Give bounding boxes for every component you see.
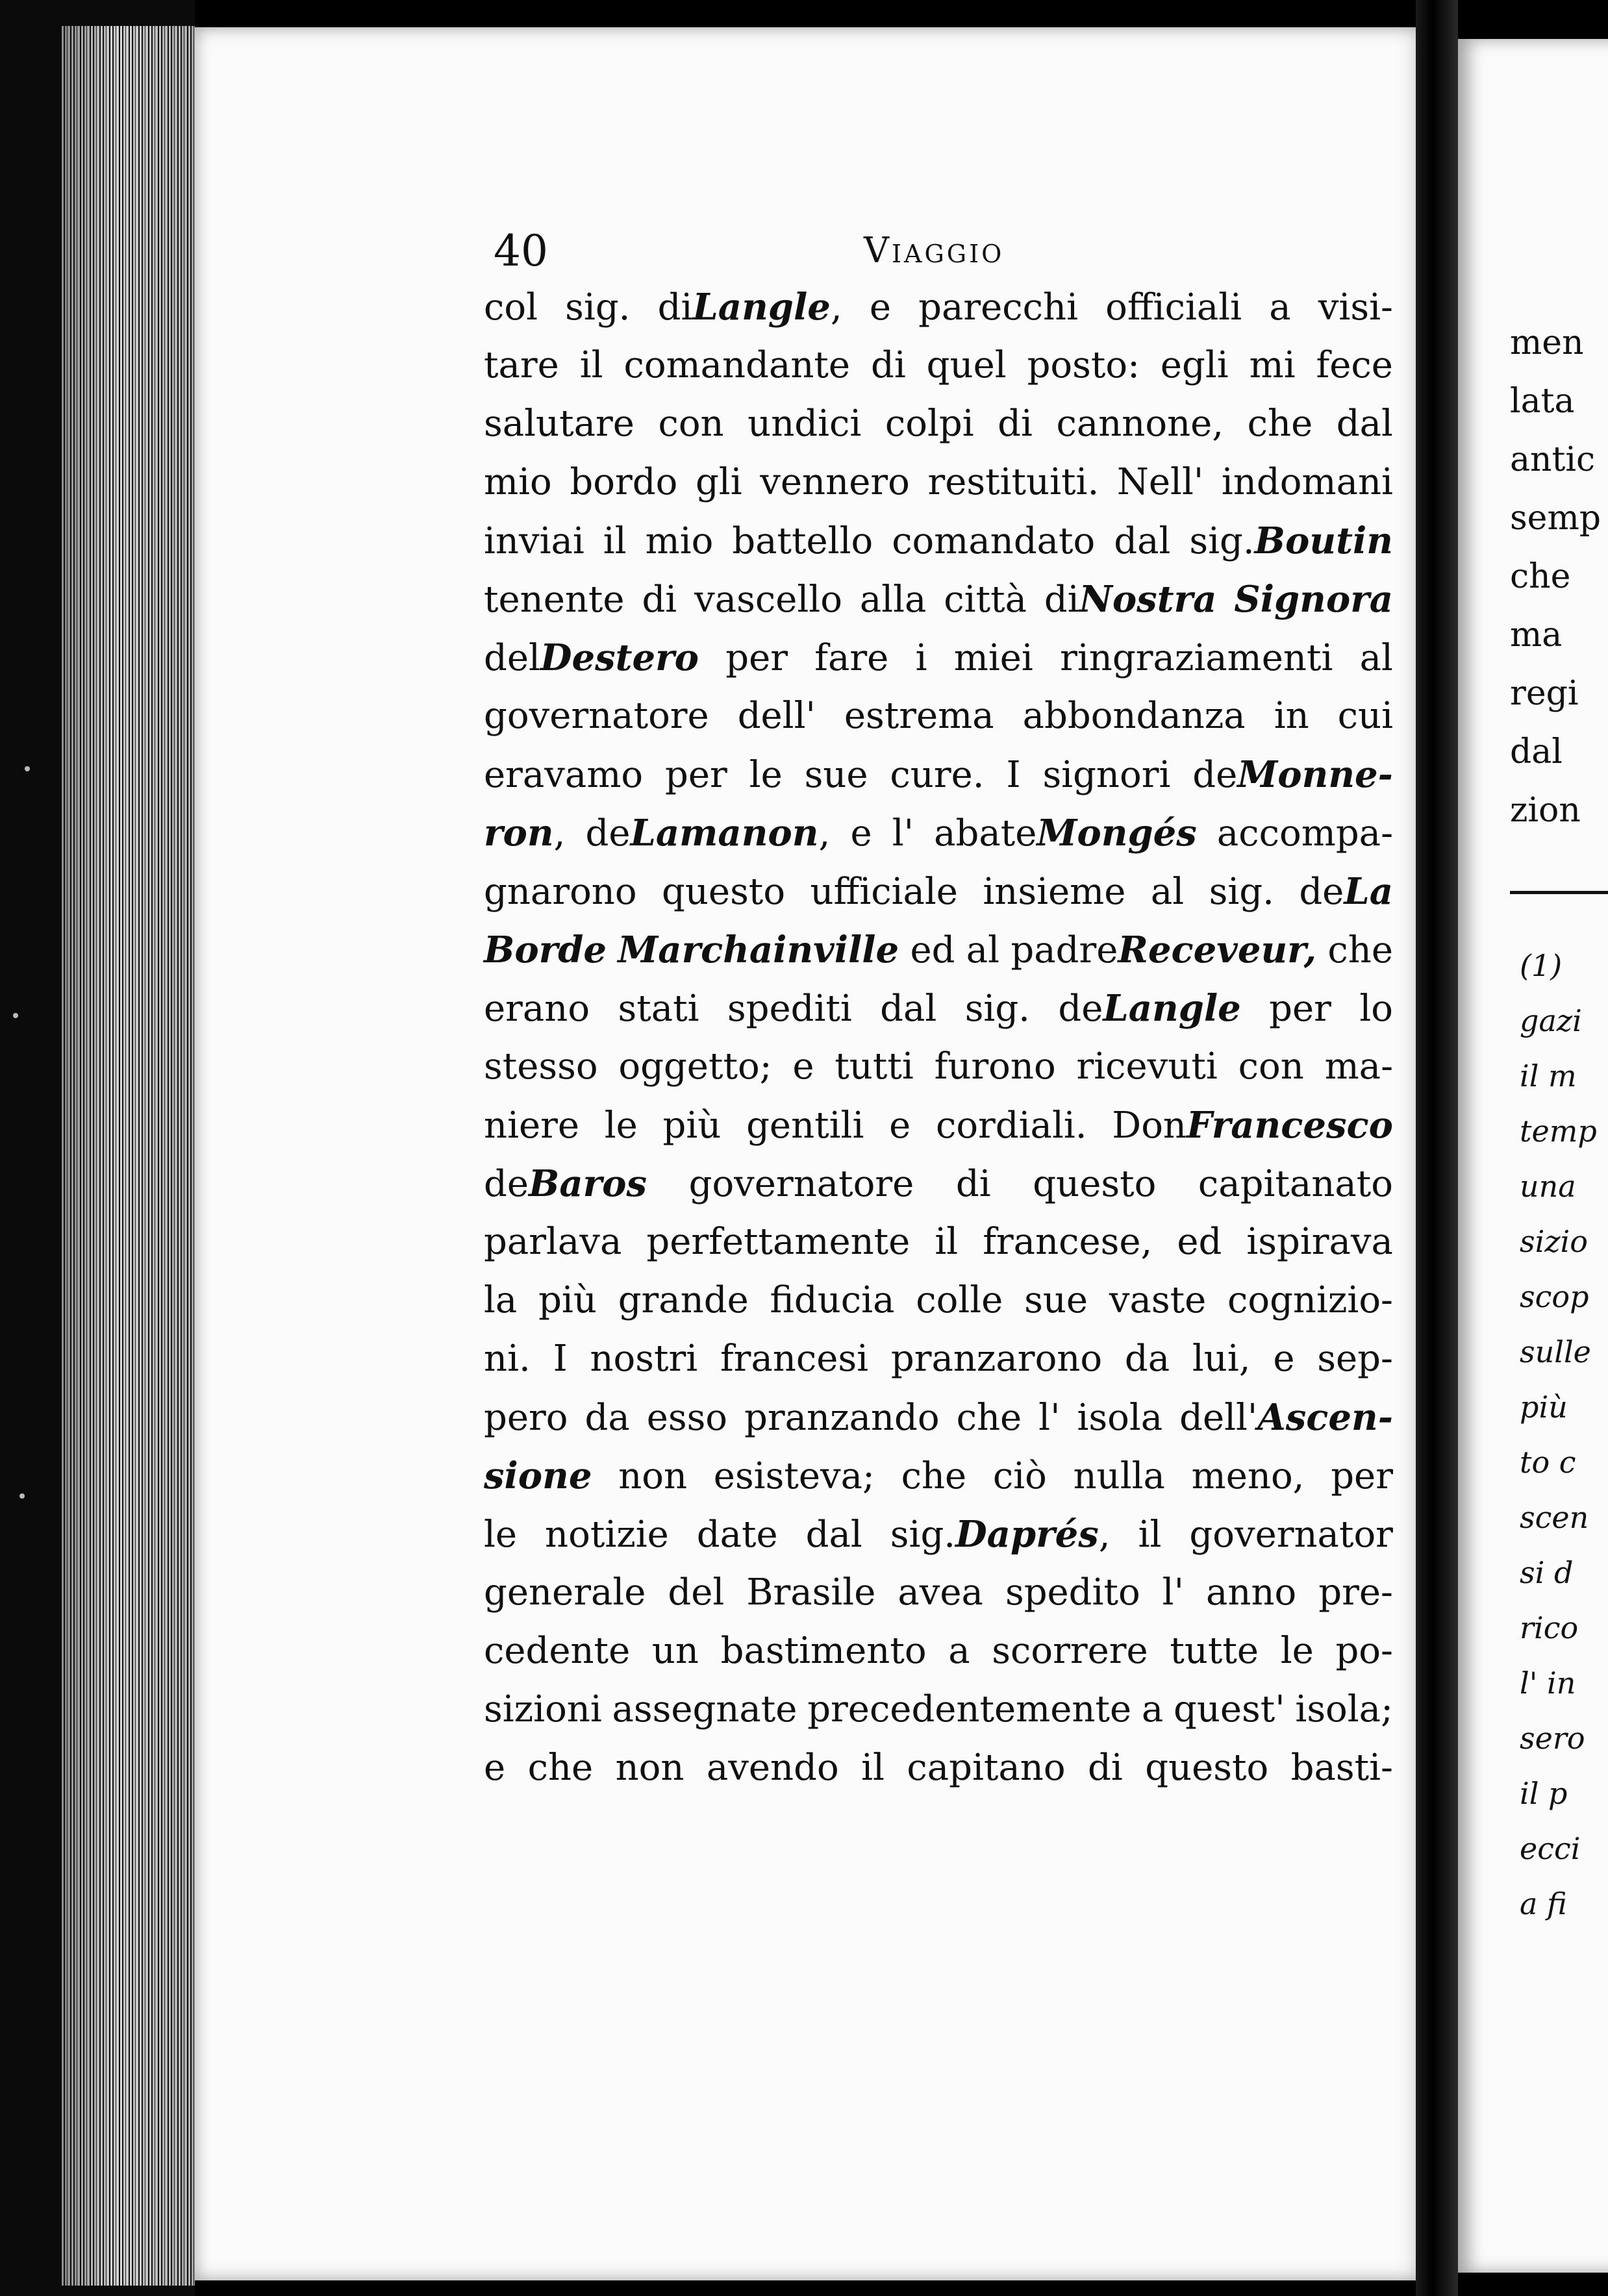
- word: che: [527, 1747, 594, 1789]
- footnote-rule: [1510, 891, 1608, 894]
- word: colpi: [885, 403, 974, 445]
- word: visi-: [1318, 286, 1393, 329]
- text-line: [484, 1513, 1393, 1571]
- word: inviai: [484, 520, 584, 562]
- word: mio: [484, 461, 552, 503]
- text-line: [484, 578, 1393, 636]
- facing-line: ma: [1510, 616, 1563, 655]
- margin-speck: [19, 1493, 25, 1499]
- word: non: [618, 1455, 688, 1497]
- running-title: Viaggio: [864, 230, 1005, 271]
- word: I: [1006, 754, 1021, 796]
- word: e: [792, 1045, 814, 1088]
- facing-line: regi: [1510, 674, 1579, 713]
- text-line: [484, 1688, 1393, 1747]
- word: dal: [880, 988, 937, 1030]
- word: sep-: [1317, 1338, 1393, 1380]
- word: fiducia: [770, 1279, 895, 1321]
- word: a: [948, 1630, 970, 1672]
- word: sue: [804, 754, 868, 796]
- word: vaste: [1109, 1279, 1207, 1321]
- text-line: [484, 519, 1393, 578]
- word: ricevuti: [1076, 1045, 1218, 1088]
- word: il: [861, 1747, 885, 1789]
- text-line: [484, 1747, 1393, 1805]
- word: battello: [732, 520, 873, 562]
- word: l': [892, 812, 914, 855]
- word: Marchainville: [618, 929, 899, 971]
- word: bastimento: [720, 1630, 927, 1672]
- word: questo: [1033, 1163, 1157, 1205]
- word: DonFrancesco: [1112, 1104, 1393, 1147]
- word: esso: [646, 1397, 728, 1439]
- word: nulla: [1073, 1455, 1165, 1497]
- word: fece: [1316, 344, 1393, 386]
- word: che: [1327, 929, 1393, 971]
- word: che: [956, 1397, 1022, 1439]
- word: a: [1269, 286, 1291, 329]
- word: l': [1162, 1571, 1184, 1614]
- word: con: [1238, 1045, 1304, 1088]
- word: città: [944, 579, 1027, 621]
- text-line: [484, 1221, 1393, 1279]
- word: il: [579, 344, 603, 386]
- facing-footnote-line: scop: [1520, 1279, 1589, 1314]
- word: per: [1331, 1455, 1393, 1497]
- facing-footnote-line: una: [1520, 1169, 1576, 1204]
- word: fare: [814, 637, 889, 679]
- word: mi: [1249, 344, 1296, 386]
- word: il: [603, 520, 627, 562]
- word: sione: [484, 1454, 592, 1497]
- word: quel: [926, 344, 1007, 386]
- facing-footnote-line: il m: [1520, 1058, 1577, 1093]
- text-line: [484, 1454, 1393, 1513]
- word: il: [935, 1221, 959, 1263]
- text-line: [484, 1396, 1393, 1454]
- word: di: [870, 344, 906, 386]
- word: sig.: [964, 988, 1030, 1030]
- text-line: [484, 1630, 1393, 1688]
- text-line: [484, 753, 1393, 812]
- word: dell'Ascen-: [1179, 1396, 1393, 1439]
- facing-footnote-line: (1): [1520, 948, 1563, 983]
- word: cui: [1337, 695, 1393, 737]
- word: officiali: [1105, 286, 1242, 329]
- facing-footnote-line: temp: [1520, 1114, 1597, 1149]
- text-line: [484, 987, 1393, 1045]
- word: eravamo: [484, 754, 644, 796]
- word: da: [1124, 1338, 1170, 1380]
- word: dal: [1336, 403, 1393, 445]
- word: posto:: [1027, 344, 1140, 386]
- running-head: [494, 226, 1403, 291]
- word: vennero: [760, 461, 910, 503]
- word: di: [955, 1163, 991, 1205]
- word: diNostra: [1044, 578, 1217, 621]
- word: ciò: [992, 1455, 1047, 1497]
- word: perfettamente: [646, 1221, 911, 1263]
- word: pranzarono: [890, 1338, 1103, 1380]
- word: lui,: [1192, 1338, 1251, 1380]
- word: dal: [805, 1514, 862, 1556]
- word: estrema: [844, 695, 994, 737]
- word: sizioni: [484, 1688, 602, 1730]
- word: Signora: [1234, 578, 1393, 621]
- word: miei: [953, 637, 1033, 679]
- facing-page-footnotes: [1520, 948, 1597, 1941]
- word: francesi: [720, 1338, 869, 1380]
- text-line: [484, 1338, 1393, 1396]
- word: abbondanza: [1022, 695, 1246, 737]
- text-line: [484, 929, 1393, 987]
- margin-speck: [13, 1013, 18, 1018]
- word: questo: [662, 871, 786, 913]
- word: un: [651, 1630, 699, 1672]
- word: padreReceveur,: [1011, 929, 1317, 971]
- word: non: [615, 1747, 685, 1789]
- word: sig.Daprés,: [890, 1513, 1111, 1556]
- word: a: [1141, 1688, 1164, 1730]
- page-stack: [62, 26, 195, 2286]
- word: furono: [934, 1045, 1056, 1088]
- word: che: [901, 1455, 967, 1497]
- word: cedente: [484, 1630, 631, 1672]
- facing-footnote-line: ecci: [1520, 1831, 1581, 1866]
- word: al: [1359, 637, 1393, 679]
- word: le: [1280, 1630, 1314, 1672]
- word: per: [1269, 988, 1331, 1030]
- facing-footnote-line: gazi: [1520, 1003, 1582, 1038]
- word: tutti: [835, 1045, 914, 1088]
- word: capitano: [907, 1747, 1066, 1789]
- facing-line: men: [1510, 323, 1584, 362]
- word: ringraziamenti: [1060, 637, 1333, 679]
- facing-line: semp: [1510, 499, 1602, 538]
- word: isola;: [1295, 1688, 1393, 1730]
- word: assegnate: [612, 1688, 798, 1730]
- word: ron,: [484, 812, 566, 855]
- word: deLa: [1299, 870, 1393, 913]
- facing-footnote-line: più: [1520, 1390, 1568, 1425]
- word: lo: [1359, 988, 1393, 1030]
- word: esisteva;: [713, 1455, 875, 1497]
- facing-line: dal: [1510, 732, 1563, 771]
- text-line: [484, 344, 1393, 403]
- facing-footnote-line: scen: [1520, 1500, 1589, 1535]
- text-line: [484, 636, 1393, 695]
- word: per: [725, 637, 788, 679]
- page-number: 40: [494, 226, 548, 276]
- facing-footnote-line: sero: [1520, 1721, 1585, 1756]
- facing-footnote-line: to c: [1520, 1445, 1576, 1480]
- text-line: [484, 1045, 1393, 1104]
- word: erano: [484, 988, 590, 1030]
- word: gli: [695, 461, 742, 503]
- facing-line: che: [1510, 557, 1571, 596]
- word: l': [1038, 1397, 1061, 1439]
- word: spediti: [727, 988, 852, 1030]
- word: quest': [1173, 1688, 1285, 1730]
- word: francese,: [983, 1221, 1153, 1263]
- facing-footnote-line: sulle: [1520, 1334, 1591, 1369]
- facing-footnote-line: il p: [1520, 1776, 1568, 1811]
- word: e: [850, 812, 872, 855]
- text-line: [484, 1104, 1393, 1162]
- word: colle: [916, 1279, 1003, 1321]
- word: in: [1274, 695, 1309, 737]
- word: pre-: [1318, 1571, 1393, 1614]
- word: generale: [484, 1571, 646, 1614]
- word: e: [889, 1104, 911, 1147]
- word: tenente: [484, 579, 625, 621]
- word: ma-: [1324, 1045, 1393, 1088]
- facing-footnote-line: l' in: [1520, 1666, 1576, 1701]
- word: stesso: [484, 1045, 598, 1088]
- word: i: [915, 637, 927, 679]
- word: Brasile: [746, 1571, 876, 1614]
- word: I: [553, 1338, 568, 1380]
- word: sig.Boutin: [1189, 519, 1393, 562]
- word: pranzando: [744, 1397, 940, 1439]
- word: governatore: [688, 1163, 914, 1205]
- word: egli: [1160, 344, 1229, 386]
- text-line: [484, 286, 1393, 344]
- word: che: [1247, 403, 1313, 445]
- word: notizie: [545, 1514, 669, 1556]
- text-line: [484, 1162, 1393, 1221]
- word: pero: [484, 1397, 568, 1439]
- word: al: [966, 929, 1000, 971]
- word: ufficiale: [810, 871, 958, 913]
- word: ed: [1177, 1221, 1222, 1263]
- facing-footnote-line: si d: [1520, 1555, 1574, 1590]
- word: restituiti.: [927, 461, 1099, 503]
- word: comandato: [892, 520, 1096, 562]
- text-line: [484, 461, 1393, 519]
- word: governatore: [484, 695, 709, 737]
- word: da: [584, 1397, 630, 1439]
- word: comandante: [623, 344, 851, 386]
- word: Nell': [1116, 461, 1204, 503]
- word: po-: [1335, 1630, 1393, 1672]
- facing-line: antic: [1510, 440, 1596, 479]
- word: alla: [859, 579, 927, 621]
- facing-line: lata: [1510, 382, 1575, 421]
- word: meno,: [1191, 1455, 1305, 1497]
- word: oggetto;: [618, 1045, 772, 1088]
- word: diLangle,: [657, 286, 842, 329]
- word: di: [998, 403, 1033, 445]
- word: salutare: [484, 403, 634, 445]
- word: e: [484, 1747, 506, 1789]
- text-line: [484, 1571, 1393, 1630]
- word: parlava: [484, 1221, 622, 1263]
- facing-page-text: [1510, 323, 1601, 849]
- word: precedentemente: [807, 1688, 1132, 1730]
- word: le: [484, 1514, 518, 1556]
- word: cognizio-: [1227, 1279, 1393, 1321]
- word: questo: [1145, 1747, 1269, 1789]
- word: ed: [910, 929, 955, 971]
- word: delDestero: [484, 636, 699, 679]
- word: più: [662, 1104, 722, 1147]
- body-text: [484, 286, 1393, 1805]
- word: per: [665, 754, 727, 796]
- word: indomani: [1221, 461, 1393, 503]
- word: dal: [1114, 520, 1171, 562]
- word: capitanato: [1198, 1163, 1393, 1205]
- text-line: [484, 1279, 1393, 1338]
- book-gutter: [1416, 0, 1458, 2296]
- word: tutte: [1170, 1630, 1259, 1672]
- facing-line: zion: [1510, 791, 1581, 830]
- word: ispirava: [1246, 1221, 1393, 1263]
- facing-footnote-line: a fi: [1520, 1886, 1567, 1921]
- word: e: [1273, 1338, 1295, 1380]
- word: signori: [1042, 754, 1171, 796]
- word: la: [484, 1279, 518, 1321]
- word: gnarono: [484, 871, 637, 913]
- word: basti-: [1290, 1747, 1393, 1789]
- word: deLamanon,: [585, 812, 831, 855]
- facing-footnote-line: sizio: [1520, 1224, 1588, 1259]
- word: isola: [1077, 1397, 1163, 1439]
- text-line: [484, 812, 1393, 870]
- word: deMonne-: [1192, 753, 1393, 796]
- word: date: [696, 1514, 778, 1556]
- word: niere: [484, 1104, 580, 1147]
- word: undici: [747, 403, 862, 445]
- facing-footnote-line: rico: [1520, 1610, 1579, 1645]
- word: insieme: [983, 871, 1126, 913]
- word: cannone,: [1056, 403, 1224, 445]
- margin-speck: [25, 766, 30, 771]
- word: sig.: [1209, 871, 1274, 913]
- word: gentili: [746, 1104, 864, 1147]
- word: il: [1138, 1514, 1162, 1556]
- word: cure.: [890, 754, 985, 796]
- word: di: [1088, 1747, 1123, 1789]
- word: deLangle: [1058, 987, 1241, 1030]
- word: cordiali.: [935, 1104, 1087, 1147]
- text-line: [484, 695, 1393, 753]
- word: anno: [1206, 1571, 1297, 1614]
- word: mio: [645, 520, 714, 562]
- word: e: [869, 286, 891, 329]
- word: le: [749, 754, 783, 796]
- word: sue: [1024, 1279, 1088, 1321]
- book-edge-left: [0, 0, 195, 2296]
- text-line: [484, 870, 1393, 929]
- word: Borde: [484, 929, 607, 971]
- word: sig.: [565, 286, 631, 329]
- word: del: [668, 1571, 725, 1614]
- facing-page: [1458, 39, 1608, 2273]
- word: avea: [898, 1571, 983, 1614]
- word: più: [538, 1279, 597, 1321]
- word: tare: [484, 344, 559, 386]
- word: nostri: [590, 1338, 698, 1380]
- word: di: [642, 579, 677, 621]
- text-line: [484, 403, 1393, 461]
- word: col: [484, 286, 538, 329]
- word: ni.: [484, 1338, 531, 1380]
- word: stati: [618, 988, 699, 1030]
- word: con: [658, 403, 724, 445]
- word: parecchi: [918, 286, 1078, 329]
- word: governator: [1189, 1514, 1393, 1556]
- word: deBaros: [484, 1162, 647, 1205]
- word: spedito: [1005, 1571, 1140, 1614]
- word: bordo: [570, 461, 678, 503]
- word: dell': [737, 695, 816, 737]
- word: vascello: [694, 579, 842, 621]
- word: abateMongés: [934, 812, 1197, 855]
- word: avendo: [706, 1747, 839, 1789]
- word: al: [1150, 871, 1185, 913]
- word: accompa-: [1216, 812, 1393, 855]
- word: scorrere: [992, 1630, 1148, 1672]
- word: le: [604, 1104, 638, 1147]
- word: grande: [618, 1279, 749, 1321]
